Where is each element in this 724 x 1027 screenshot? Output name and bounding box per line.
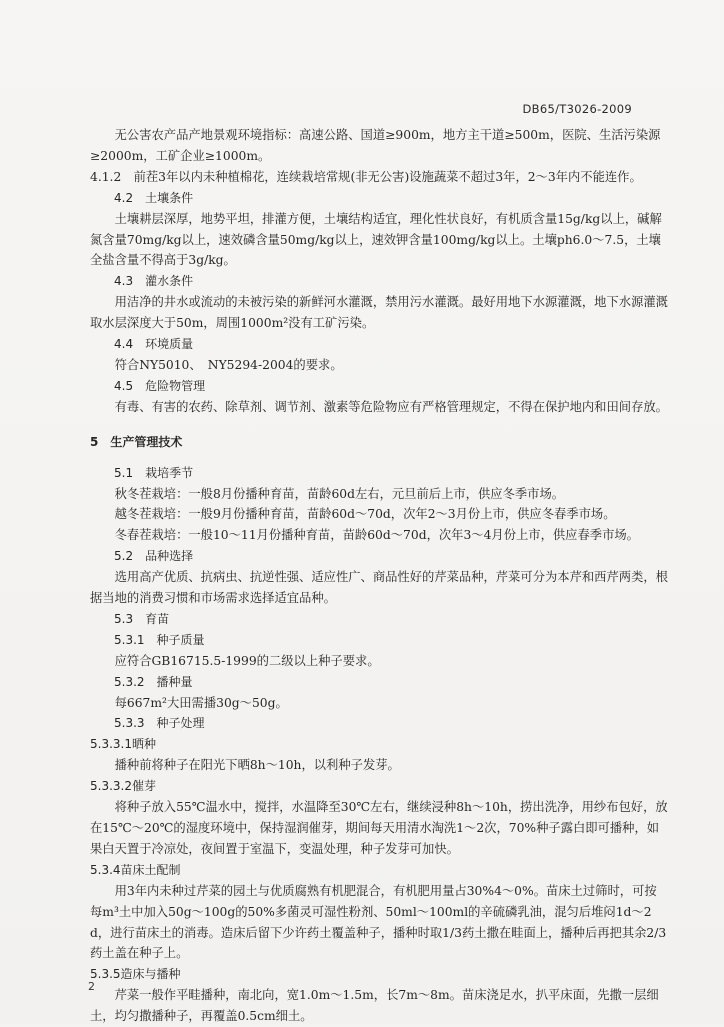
season-item: 越冬茬栽培：一般9月份播种育苗，苗龄60d～70d，次年2～3月份上市，供应冬春季市场。 xyxy=(114,507,616,522)
heading-5-3-1: 5.3.1 种子质量 xyxy=(114,632,205,647)
paragraph: 符合NY5010、 NY5294-2004的要求。 xyxy=(114,357,343,372)
heading-4-5: 4.5 危险物管理 xyxy=(114,378,206,393)
heading-5-2: 5.2 品种选择 xyxy=(114,549,194,564)
heading-4-4: 4.4 环境质量 xyxy=(114,337,194,352)
page-number: 2 xyxy=(88,980,95,993)
season-item: 冬春茬栽培：一般10～11月份播种育苗，苗龄60d～70d，次年3～4月份上市，供应春季市场。 xyxy=(114,528,639,543)
document-code: DB65/T3026-2009 xyxy=(522,102,632,116)
paragraph: 选用高产优质、抗病虫、抗逆性强、适应性广、商品性好的芹菜品种，芹菜可分为本芹和西芹两类，根据当地的消费习惯和市场需求选择适宜品种。 xyxy=(90,570,668,606)
heading-5-1: 5.1 栽培季节 xyxy=(114,465,194,480)
clause-4-1-2: 4.1.2 前茬3年以内未种植棉花，连续栽培常规(非无公害)设施蔬菜不超过3年，2～3年内不能连作。 xyxy=(90,169,642,184)
paragraph: 土壤耕层深厚，地势平坦，排灌方便，土壤结构适宜，理化性状良好，有机质含量15g/kg以上，碱解氮含量70mg/kg以上，速效磷含量50mg/kg以上，速效钾含量100mg/kg以上。土壤ph6.0～7.5，土壤全盐含量不得高于3g/kg。 xyxy=(90,211,662,268)
season-item: 秋冬茬栽培：一般8月份播种育苗，苗龄60d左右，元旦前后上市，供应冬季市场。 xyxy=(114,486,565,501)
heading-5-3-3-2: 5.3.3.2催芽 xyxy=(90,779,156,794)
paragraph: 芹菜一般作平畦播种，南北向，宽1.0m～1.5m，长7m～8m。苗床浇足水，扒平床面，先撒一层细土，均匀撒播种子，再覆盖0.5cm细土。 xyxy=(90,988,659,1024)
paragraph: 将种子放入55℃温水中，搅拌，水温降至30℃左右，继续浸种8h～10h，捞出洗净，用纱布包好，放在15℃～20℃的湿度环境中，保持湿润催芽，期间每天用清水淘洗1～2次，70%种子露白即可播种，如果白天置于冷凉处，夜间置于室温下，变温处理，种子发芽可加快。 xyxy=(90,800,668,856)
heading-4-2: 4.2 土壤条件 xyxy=(114,190,194,205)
heading-4-3: 4.3 灌水条件 xyxy=(114,274,194,289)
paragraph: 每667m²大田需播30g～50g。 xyxy=(114,695,288,710)
paragraph: 用洁净的井水或流动的未被污染的新鲜河水灌溉，禁用污水灌溉。最好用地下水源灌溉，地下水源灌溉取水层深度大于50m，周围1000m²没有工矿污染。 xyxy=(90,295,668,331)
heading-5-3: 5.3 育苗 xyxy=(114,611,170,626)
heading-5-3-3: 5.3.3 种子处理 xyxy=(114,716,205,731)
paragraph: 应符合GB16715.5-1999的二级以上种子要求。 xyxy=(114,653,380,668)
heading-5-3-5: 5.3.5造床与播种 xyxy=(90,967,181,982)
paragraph: 用3年内未种过芹菜的园土与优质腐熟有机肥混合，有机肥用量占30%4～0%。苗床土过筛时，可按每m³土中加入50g～100g的50%多菌灵可湿性粉剂、50ml～100ml的辛硫磷乳油，混匀后堆闷1d～2d，进行苗床土的消毒。造床后留下少许药土覆盖种子，播种时取1/3药土撒在畦面上，播种后再把其余2/3药土盖在种子上。 xyxy=(90,883,667,961)
paragraph: 无公害农产品产地景观环境指标：高速公路、国道≥900m，地方主干道≥500m，医院、生活污染源≥2000m，工矿企业≥1000m。 xyxy=(90,128,661,163)
paragraph: 有毒、有害的农药、除草剂、调节剂、激素等危险物应有严格管理规定，不得在保护地内和田间存放。 xyxy=(114,399,668,414)
heading-5-3-3-1: 5.3.3.1晒种 xyxy=(90,737,156,752)
section-heading-5: 5 生产管理技术 xyxy=(90,434,183,449)
document-body xyxy=(90,125,668,1027)
heading-5-3-4: 5.3.4苗床土配制 xyxy=(90,862,181,877)
heading-5-3-2: 5.3.2 播种量 xyxy=(114,674,193,689)
paragraph: 播种前将种子在阳光下晒8h～10h，以利种子发芽。 xyxy=(114,758,400,773)
